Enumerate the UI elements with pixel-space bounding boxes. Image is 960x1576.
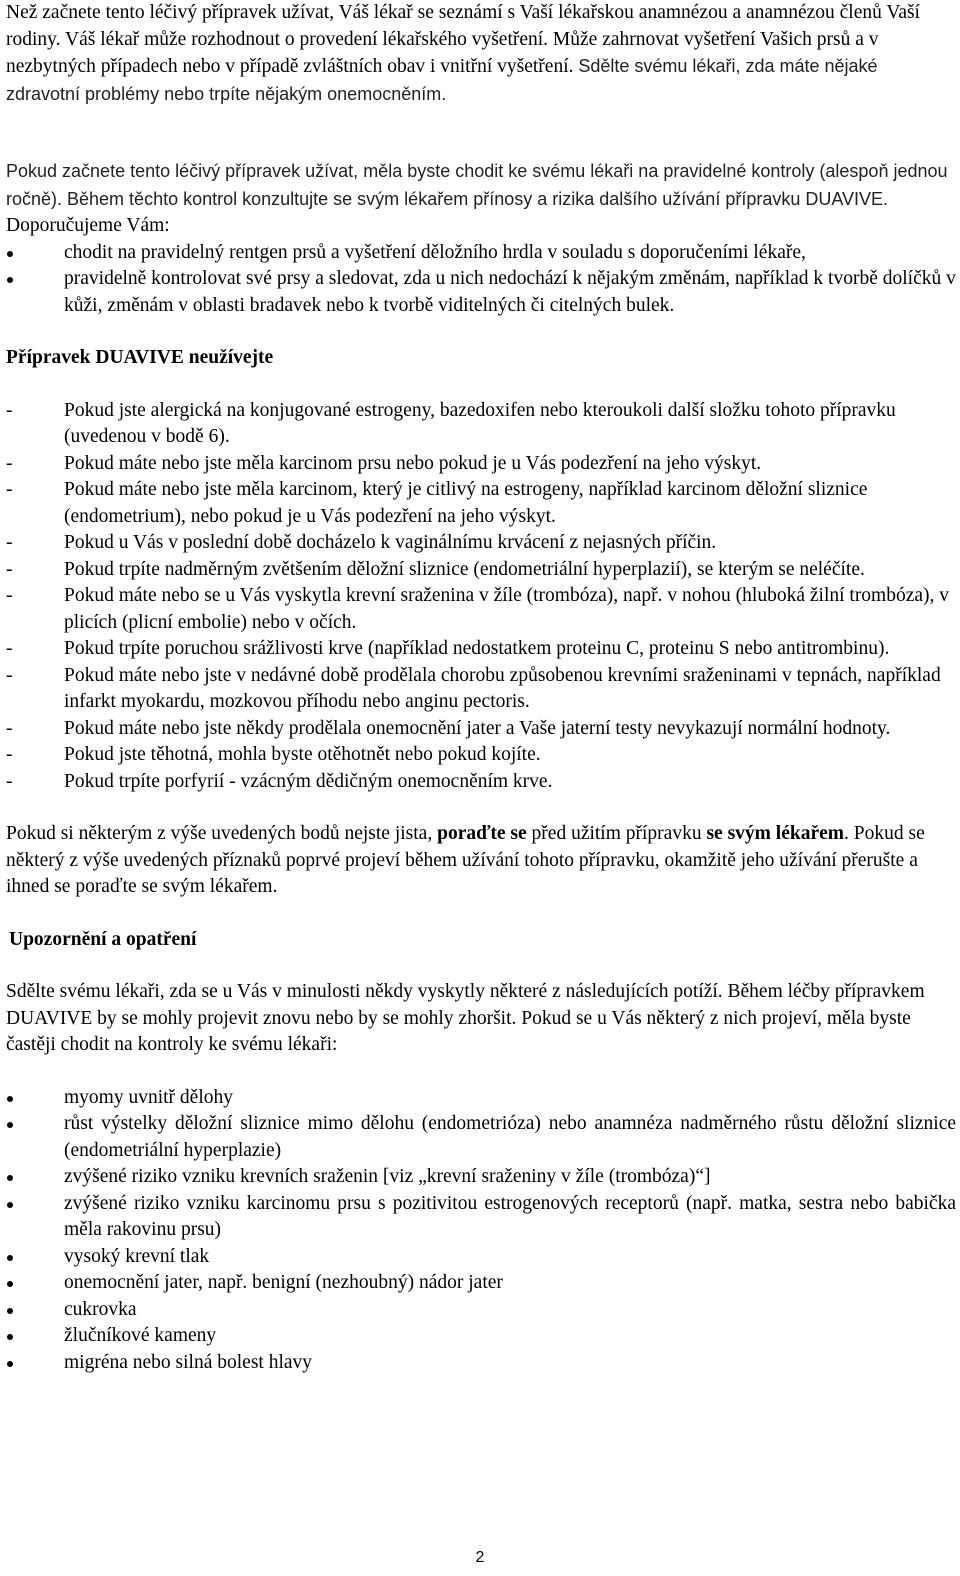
list-item: chodit na pravidelný rentgen prsů a vyšetření děložního hrdla v souladu s doporučeními lékaře, xyxy=(6,240,956,267)
bullet-icon xyxy=(7,1281,13,1287)
warnings-intro: Sdělte svému lékaři, zda se u Vás v minulosti někdy vyskytly některé z následujících potíží. Během léčby přípravkem DUAVIVE by se mohly projevit znovu nebo by se mohly zhoršit. Pokud se u Vás některý z nich projeví, měla byste častěji chodit na kontroly ke svému lékaři: xyxy=(6,981,925,1055)
dash-marker: - xyxy=(6,664,13,686)
dash-marker: - xyxy=(6,585,13,606)
list-item: - Pokud jste těhotná, mohla byste otěhotnět nebo pokud kojíte. xyxy=(6,742,956,769)
dash-marker: - xyxy=(6,399,13,421)
bullet-icon xyxy=(7,1175,13,1181)
checkups-text-serif: Doporučujeme Vám: xyxy=(6,215,170,236)
list-item: žlučníkové kameny xyxy=(6,1323,956,1350)
warnings-list xyxy=(6,1085,956,1377)
list-item: - Pokud trpíte nadměrným zvětšením děložní sliznice (endometriální hyperplazií), se kterým se neléčíte. xyxy=(6,557,956,584)
bullet-icon xyxy=(7,1096,13,1102)
bullet-icon xyxy=(7,277,13,283)
intro-paragraph xyxy=(6,0,956,132)
bullet-icon xyxy=(7,1202,13,1208)
list-item: růst výstelky děložní sliznice mimo dělohu (endometrióza) nebo anamnéza nadměrného růstu děložní sliznice (endometriální hyperplazie) xyxy=(6,1111,956,1164)
list-item: - Pokud trpíte porfyrií - vzácným dědičným onemocněním krve. xyxy=(6,769,956,796)
dash-marker: - xyxy=(6,558,13,580)
do-not-use-heading: Přípravek DUAVIVE neužívejte xyxy=(6,347,274,368)
page-content xyxy=(6,0,956,1376)
list-item: - Pokud máte nebo jste měla karcinom prsu nebo pokud je u Vás podezření na jeho výskyt. xyxy=(6,451,956,478)
list-item: zvýšené riziko vzniku karcinomu prsu s pozitivitou estrogenových receptorů (např. matka, sestra nebo babička měla rakovinu prsu) xyxy=(6,1191,956,1244)
list-item: - Pokud trpíte poruchou srážlivosti krve (například nedostatkem proteinu C, proteinu S nebo antitrombinu). xyxy=(6,636,956,663)
checkups-text-sans: Pokud začnete tento léčivý přípravek užívat, měla byste chodit ke svému lékaři na pravidelné kontroly (alespoň jednou ročně). Během těchto kontrol konzultujte se svým lékařem přínosy a rizika dalšího užívání přípravku DUAVIVE. xyxy=(6,161,948,209)
dash-marker: - xyxy=(6,638,13,659)
dash-marker: - xyxy=(6,770,13,792)
list-item: pravidelně kontrolovat své prsy a sledovat, zda u nich nedochází k nějakým změnám, například k tvorbě dolíčků v kůži, změnám v oblasti bradavek nebo k tvorbě viditelných či citelných bulek. xyxy=(6,266,956,319)
bullet-icon xyxy=(7,1255,13,1261)
dash-marker: - xyxy=(6,744,13,765)
list-item: myomy uvnitř dělohy xyxy=(6,1085,956,1112)
list-item: - Pokud máte nebo se u Vás vyskytla krevní sraženina v žíle (trombóza), např. v nohou (hluboká žilní trombóza), v plicích (plicní embolie) nebo v očích. xyxy=(6,585,950,633)
list-item: - Pokud jste alergická na konjugované estrogeny, bazedoxifen nebo kteroukoli další složku tohoto přípravku (uvedenou v bodě 6). xyxy=(6,399,896,447)
intro-text-sans: Sdělte svému lékaři, zda máte nějaké zdravotní problémy nebo trpíte nějakým onemocněním. xyxy=(6,56,878,104)
list-item: migréna nebo silná bolest hlavy xyxy=(6,1350,956,1377)
dash-marker: - xyxy=(6,479,13,500)
warnings-heading: Upozornění a opatření xyxy=(9,928,197,950)
list-item: cukrovka xyxy=(6,1297,956,1324)
list-item: zvýšené riziko vzniku krevních sraženin [viz „krevní sraženiny v žíle (trombóza)“] xyxy=(6,1164,956,1191)
page-number: 2 xyxy=(475,1549,485,1566)
dash-marker: - xyxy=(6,717,13,739)
contraindications-list xyxy=(6,398,956,796)
bullet-icon xyxy=(7,251,13,257)
bullet-icon xyxy=(7,1122,13,1128)
consult-doctor-note: Pokud si některým z výše uvedených bodů nejste jista, poraďte se před užitím přípravku se svým lékařem. Pokud se některý z výše uvedených příznaků poprvé projeví během užívání tohoto přípravku, okamžitě jeho užívání přerušte a ihned se poraďte se svým lékařem. xyxy=(6,823,925,897)
bullet-icon xyxy=(7,1361,13,1367)
intro-text-serif: Než začnete tento léčivý přípravek užívat, Váš lékař se seznámí s Vaší lékařskou anamnézou a anamnézou členů Vaší rodiny. Váš lékař může rozhodnout o provedení lékařského vyšetření. Může zahrnovat vyšetření Vašich prsů a v nezbytných případech nebo v případě zvláštních obav i vnitřní vyšetření. xyxy=(6,2,920,77)
list-item: - Pokud máte nebo jste někdy prodělala onemocnění jater a Vaše jaterní testy nevykazují normální hodnoty. xyxy=(6,716,956,743)
list-item: - Pokud máte nebo jste měla karcinom, který je citlivý na estrogeny, například karcinom děložní sliznice (endometrium), nebo pokud je u Vás podezření na jeho výskyt. xyxy=(6,479,868,527)
bullet-icon xyxy=(7,1334,13,1340)
bullet-icon xyxy=(7,1308,13,1314)
list-item: - Pokud u Vás v poslední době docházelo k vaginálnímu krvácení z nejasných příčin. xyxy=(6,530,956,557)
dash-marker: - xyxy=(6,532,13,553)
checkups-paragraph xyxy=(6,158,956,240)
list-item: vysoký krevní tlak xyxy=(6,1244,956,1271)
checkups-list xyxy=(6,240,956,320)
list-item: - Pokud máte nebo jste v nedávné době prodělala chorobu způsobenou krevními sraženinami v tepnách, například infarkt myokardu, mozkovou příhodu nebo anginu pectoris. xyxy=(6,664,941,712)
list-item: onemocnění jater, např. benigní (nezhoubný) nádor jater xyxy=(6,1270,956,1297)
dash-marker: - xyxy=(6,452,13,474)
